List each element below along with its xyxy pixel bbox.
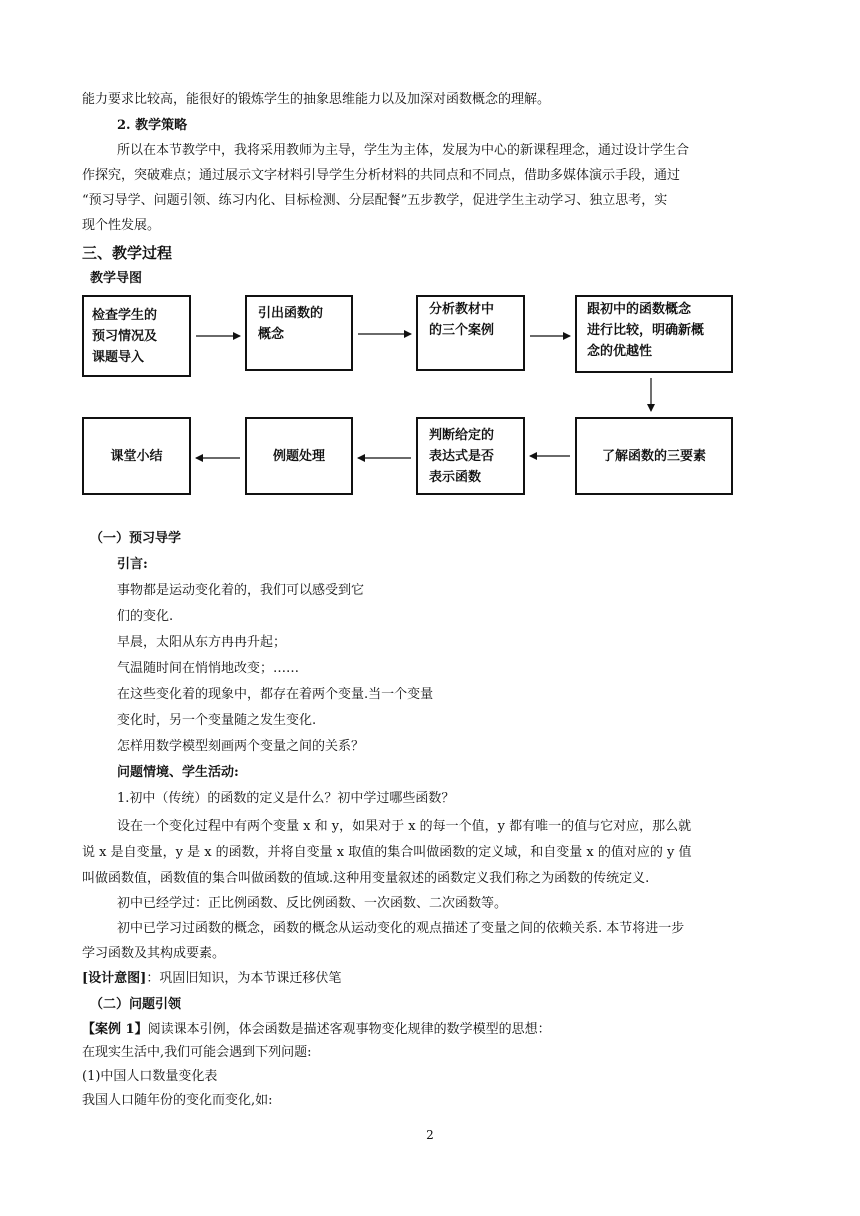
paragraph-line: 能力要求比较高，能很好的锻炼学生的抽象思维能力以及加深对函数概念的理解。 xyxy=(82,92,551,107)
intro-line: 怎样用数学模型刻画两个变量之间的关系？ xyxy=(117,739,365,754)
concept-line: 初中已学习过函数的概念，函数的概念从运动变化的观点描述了变量之间的依赖关系. 本节将进一步 xyxy=(117,921,685,936)
case-text: 阅读课本引例，体会函数是描述客观事物变化规律的数学模型的思想： xyxy=(147,1022,551,1037)
reality-line: 在现实生活中,我们可能会遇到下列问题: xyxy=(82,1045,312,1060)
item-desc-line: 我国人口随年份的变化而变化,如: xyxy=(82,1093,273,1108)
flow-box-label: 例题处理 xyxy=(272,448,325,464)
intro-label: 引言: xyxy=(117,557,148,572)
paragraph-line: 作探究，突破难点；通过展示文字材料引导学生分析材料的共同点和不同点，借助多媒体演示手段，通过 xyxy=(82,168,681,183)
strategy-heading: 2. 教学策略 xyxy=(117,118,188,133)
question-line: 1.初中（传统）的函数的定义是什么？初中学过哪些函数？ xyxy=(117,791,455,806)
intro-line: 在这些变化着的现象中，都存在着两个变量.当一个变量 xyxy=(117,687,434,702)
flow-box-label: 分析教材中 的三个案例 xyxy=(429,302,495,338)
intro-line: 早晨，太阳从东方冉冉升起； xyxy=(117,635,287,650)
flow-title: 教学导图 xyxy=(90,271,143,286)
paragraph-line: “预习导学、问题引领、练习内化、目标检测、分层配餐”五步教学，促进学生主动学习、独立思考，实 xyxy=(82,193,668,208)
subsection-title: （一）预习导学 xyxy=(90,531,182,546)
concept-line: 学习函数及其构成要素。 xyxy=(82,946,226,961)
design-intent xyxy=(82,970,341,988)
item-line: (1)中国人口数量变化表 xyxy=(82,1069,218,1084)
paragraph-line: 现个性发展。 xyxy=(82,218,161,233)
flow-box-label: 了解函数的三要素 xyxy=(601,448,706,464)
intro-line: 事物都是运动变化着的，我们可以感受到它 xyxy=(117,583,365,598)
definition-line: 叫做函数值，函数值的集合叫做函数的值域.这种用变量叙述的函数定义我们称之为函数的传统定义. xyxy=(82,871,650,886)
flow-box-label: 判断给定的 表达式是否 表示函数 xyxy=(429,428,495,485)
case-line xyxy=(82,1021,551,1039)
definition-line: 说 x 是自变量，y 是 x 的函数，并将自变量 x 取值的集合叫做函数的定义域，和自变量 x 的值对应的 y 值 xyxy=(82,845,692,860)
intro-line: 们的变化. xyxy=(117,609,174,624)
intro-line: 气温随时间在悄悄地改变；…… xyxy=(117,661,300,676)
flow-box-label: 引出函数的 概念 xyxy=(258,306,324,342)
flow-box-label: 跟初中的函数概念 进行比较，明确新概 念的优越性 xyxy=(587,302,705,359)
design-intent-label: [设计意图] xyxy=(82,971,147,986)
page-number: 2 xyxy=(426,1128,434,1142)
paragraph-line: 所以在本节教学中，我将采用教师为主导，学生为主体，发展为中心的新课程理念，通过设计学生合 xyxy=(117,143,690,158)
subsection-title: （二）问题引领 xyxy=(90,997,182,1012)
learned-line: 初中已经学过：正比例函数、反比例函数、一次函数、二次函数等。 xyxy=(117,896,508,911)
definition-line: 设在一个变化过程中有两个变量 x 和 y，如果对于 x 的每一个值，y 都有唯一的值与它对应，那么就 xyxy=(117,819,692,834)
activity-label: 问题情境、学生活动: xyxy=(117,765,239,780)
intro-line: 变化时，另一个变量随之发生变化. xyxy=(117,713,317,728)
section-title: 三、教学过程 xyxy=(82,244,173,262)
flow-box-label: 检查学生的 预习情况及 课题导入 xyxy=(92,308,158,365)
design-intent-text: ：巩固旧知识，为本节课迁移伏笔 xyxy=(146,971,342,986)
flow-box-label: 课堂小结 xyxy=(110,448,163,464)
case-label: 【案例 1】 xyxy=(82,1022,148,1037)
